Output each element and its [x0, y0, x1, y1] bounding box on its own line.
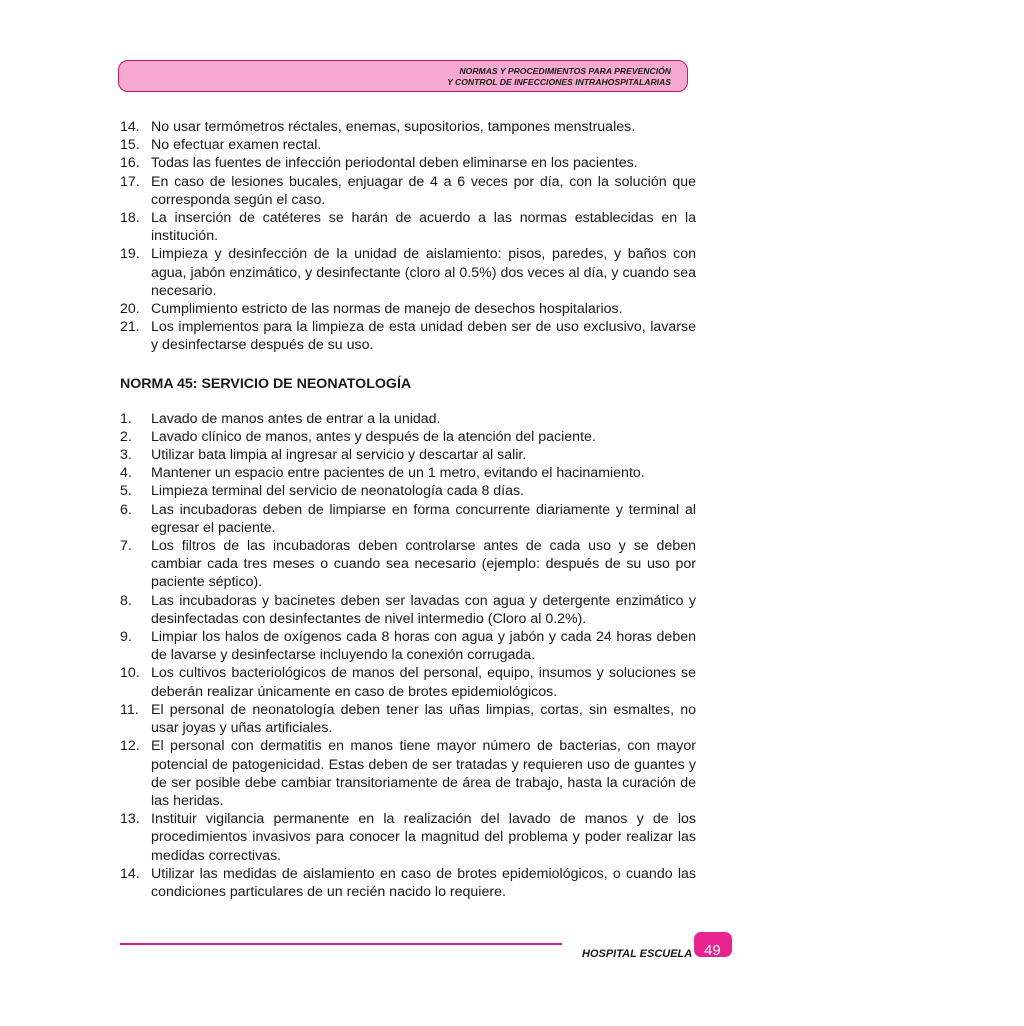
- list-item-text: Utilizar bata limpia al ingresar al servicio y descartar al salir.: [151, 447, 527, 464]
- list-item: [120, 810, 696, 865]
- list-item-number: 2.: [120, 428, 132, 445]
- list-item: [120, 537, 696, 592]
- list-item: [120, 118, 696, 136]
- list-item: [120, 701, 696, 737]
- running-header-line-1: NORMAS Y PROCEDIMIENTOS PARA PREVENCIÓN: [459, 66, 671, 76]
- list-item: [120, 154, 696, 172]
- list-item-text: Limpiar los halos de oxígenos cada 8 horas con agua y jabón y cada 24 horas deben de lavarse y desinfectarse incluyendo la conexión corrugada.: [151, 629, 696, 664]
- list-item-text: Instituir vigilancia permanente en la realización del lavado de manos y de los procedimientos invasivos para conocer la magnitud del problema y poder realizar las medidas correctivas.: [151, 811, 696, 864]
- list-item: [120, 209, 696, 245]
- footer-rule: [120, 943, 562, 945]
- list-item: [120, 446, 696, 464]
- list-item: [120, 300, 696, 318]
- list-item-number: 14.: [120, 119, 140, 135]
- list-item-text: El personal con dermatitis en manos tiene mayor número de bacterias, con mayor potencial de patogenicidad. Estas deben de ser tratadas y requieren uso de guantes y de ser posible debe cambiar transitoriamente de área de trabajo, hasta la curación de las heridas.: [151, 738, 696, 809]
- list-item: [120, 318, 696, 354]
- list-item: [120, 628, 696, 664]
- list-item-number: 4.: [120, 465, 132, 482]
- list-item-number: 19.: [120, 246, 140, 263]
- running-header-text: [447, 66, 671, 87]
- list-item-number: 5.: [120, 483, 132, 500]
- list-item-text: La inserción de catéteres se harán de acuerdo a las normas establecidas en la institución.: [151, 210, 696, 245]
- list-neonatology: [120, 410, 696, 901]
- page-body: [120, 118, 696, 901]
- list-item-number: 21.: [120, 319, 140, 336]
- list-item-number: 13.: [120, 811, 140, 828]
- list-item-number: 18.: [120, 210, 140, 227]
- list-item-number: 10.: [120, 665, 140, 682]
- list-item: [120, 865, 696, 901]
- list-item: [120, 428, 696, 446]
- list-item: [120, 173, 696, 209]
- list-item-number: 15.: [120, 137, 140, 154]
- running-header-line-2: Y CONTROL DE INFECCIONES INTRAHOSPITALARIAS: [447, 76, 671, 87]
- list-item: [120, 664, 696, 700]
- list-item-text: El personal de neonatología deben tener las uñas limpias, cortas, sin esmaltes, no usar joyas y uñas artificiales.: [151, 701, 696, 737]
- list-item-text: Las incubadoras y bacinetes deben ser lavadas con agua y detergente enzimático y desinfectadas con desinfectantes de nivel intermedio (Cloro al 0.2%).: [151, 592, 696, 627]
- list-item: [120, 592, 696, 628]
- running-header: [118, 60, 688, 92]
- list-item-number: 6.: [120, 501, 132, 518]
- list-item-text: Los implementos para la limpieza de esta unidad deben ser de uso exclusivo, lavarse y desinfectarse después de su uso.: [151, 319, 696, 354]
- list-item: [120, 464, 696, 482]
- list-item: [120, 737, 696, 810]
- list-item-text: Limpieza y desinfección de la unidad de aislamiento: pisos, paredes, y baños con agua, jabón enzimático, y desinfectante (cloro al 0.5%) dos veces al día, y cuando sea necesario.: [151, 246, 696, 299]
- list-item-number: 16.: [120, 155, 140, 172]
- list-item-text: No usar termómetros réctales, enemas, supositorios, tampones menstruales.: [151, 119, 636, 135]
- page-number: 49: [704, 942, 721, 959]
- list-item: [120, 501, 696, 537]
- list-item-text: Todas las fuentes de infección periodontal deben eliminarse en los pacientes.: [151, 155, 638, 172]
- list-item: [120, 482, 696, 500]
- list-item-number: 17.: [120, 173, 140, 190]
- list-item-text: Utilizar las medidas de aislamiento en caso de brotes epidemiológicos, o cuando las condiciones particulares de un recién nacido lo requiere.: [151, 865, 696, 900]
- list-item-number: 3.: [120, 447, 132, 464]
- list-continued: [120, 118, 696, 355]
- list-item-text: Mantener un espacio entre pacientes de un 1 metro, evitando el hacinamiento.: [151, 465, 645, 482]
- list-item-text: No efectuar examen rectal.: [151, 137, 322, 154]
- list-item-number: 20.: [120, 301, 140, 318]
- list-item-text: Las incubadoras deben de limpiarse en forma concurrente diariamente y terminal al egresar el paciente.: [151, 501, 696, 536]
- list-item-text: Lavado de manos antes de entrar a la unidad.: [151, 410, 441, 427]
- list-item-number: 1.: [120, 410, 132, 427]
- list-item-text: Los cultivos bacteriológicos de manos del personal, equipo, insumos y soluciones se deberán realizar únicamente en caso de brotes epidemiológicos.: [151, 665, 696, 700]
- list-item-number: 11.: [120, 701, 139, 718]
- list-item: [120, 136, 696, 154]
- list-item-text: Limpieza terminal del servicio de neonatología cada 8 días.: [151, 483, 525, 500]
- section-title: NORMA 45: SERVICIO DE NEONATOLOGÍA: [120, 375, 412, 392]
- list-item-number: 12.: [120, 738, 140, 755]
- list-item-number: 9.: [120, 629, 132, 646]
- list-item-text: Los filtros de las incubadoras deben controlarse antes de cada uso y se deben cambiar cada tres meses o cuando sea necesario (ejemplo: después de su uso por paciente séptico).: [151, 538, 696, 591]
- list-item-number: 8.: [120, 592, 132, 609]
- list-item-text: En caso de lesiones bucales, enjuagar de 4 a 6 veces por día, con la solución que corresponda según el caso.: [151, 173, 696, 208]
- list-item: [120, 410, 696, 428]
- list-item-text: Lavado clínico de manos, antes y después de la atención del paciente.: [151, 428, 596, 445]
- list-item: [120, 245, 696, 300]
- list-item-number: 14.: [120, 865, 140, 882]
- footer-label: HOSPITAL ESCUELA: [582, 948, 693, 960]
- list-item-number: 7.: [120, 538, 132, 555]
- list-item-text: Cumplimiento estricto de las normas de manejo de desechos hospitalarios.: [151, 301, 623, 318]
